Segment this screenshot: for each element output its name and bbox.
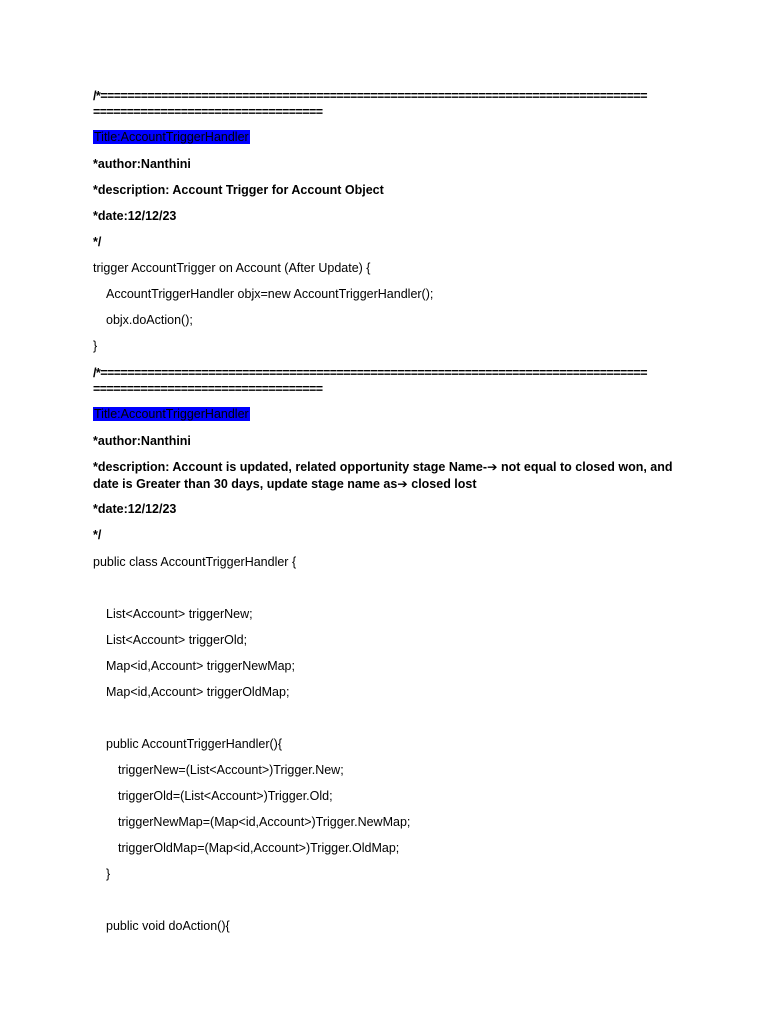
code-line: triggerNew=(List<Account>)Trigger.New; [118, 763, 344, 777]
code-line: AccountTriggerHandler objx=new AccountTriggerHandler(); [106, 287, 434, 301]
comment-rule-line: ================================== [93, 105, 323, 119]
comment-rule-line: ================================== [93, 382, 323, 396]
code-line: Map<id,Account> triggerNewMap; [106, 659, 295, 673]
title-line [93, 406, 250, 422]
code-line: Map<id,Account> triggerOldMap; [106, 685, 290, 699]
date-line: *date:12/12/23 [93, 502, 177, 516]
comment-rule-line: /*================================================================================= [93, 89, 647, 103]
code-line: List<Account> triggerOld; [106, 633, 248, 647]
code-line: triggerOld=(List<Account>)Trigger.Old; [118, 789, 333, 803]
code-line: triggerOldMap=(Map<id,Account>)Trigger.OldMap; [118, 841, 400, 855]
code-line: trigger AccountTrigger on Account (After Update) { [93, 261, 371, 275]
code-line: List<Account> triggerNew; [106, 607, 253, 621]
author-line: *author:Nanthini [93, 157, 191, 171]
date-line: *date:12/12/23 [93, 209, 177, 223]
description-paragraph: *description: Account is updated, related opportunity stage Name-➔ not equal to closed won, and date is Greater than 30 days, update stage name as➔ closed lost [93, 460, 673, 491]
code-line: public AccountTriggerHandler(){ [106, 737, 283, 751]
highlighted-title: Title:AccountTriggerHandler [94, 407, 249, 421]
comment-end: */ [93, 235, 102, 249]
highlighted-title: Title:AccountTriggerHandler [94, 130, 249, 144]
code-line: public class AccountTriggerHandler { [93, 555, 297, 569]
code-line: public void doAction(){ [106, 919, 230, 933]
code-line: objx.doAction(); [106, 313, 193, 327]
code-line: } [93, 339, 98, 353]
comment-rule-line: /*================================================================================= [93, 366, 647, 380]
code-line: } [106, 867, 111, 881]
comment-end: */ [93, 528, 102, 542]
title-line [93, 129, 250, 145]
author-line: *author:Nanthini [93, 434, 191, 448]
code-line: triggerNewMap=(Map<id,Account>)Trigger.NewMap; [118, 815, 411, 829]
description-line: *description: Account Trigger for Account Object [93, 183, 384, 197]
